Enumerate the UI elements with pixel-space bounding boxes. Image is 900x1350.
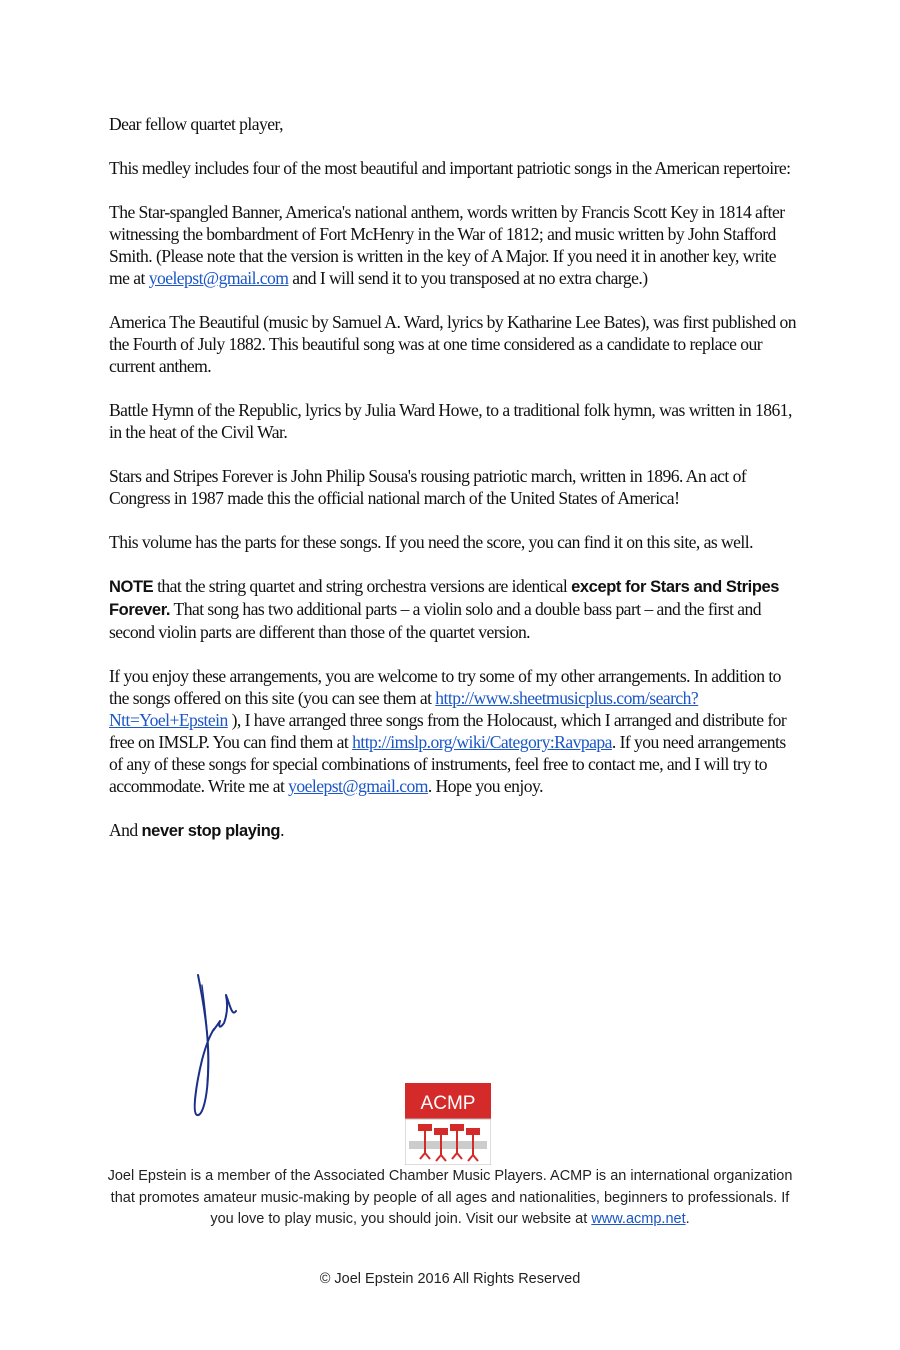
email-link-2[interactable]: yoelepst@gmail.com bbox=[288, 776, 428, 796]
note-bold-text: except for Stars and Stripes Forever. bbox=[109, 578, 780, 619]
acmp-logo bbox=[405, 1083, 491, 1165]
arrangements-paragraph bbox=[109, 665, 799, 797]
copyright: © Joel Epstein 2016 All Rights Reserved bbox=[319, 1271, 581, 1287]
acmp-footer bbox=[100, 1166, 800, 1231]
handwritten-signature bbox=[180, 965, 250, 1125]
arrangements-text-d: . Hope you enjoy. bbox=[427, 776, 543, 796]
footer-text: Joel Epstein is a member of the Associated Chamber Music Players. ACMP is an international organization that promotes amateur music-making by people of all ages and nationalities, beginners to professionals. If you love to play music, you should join. Visit our website at bbox=[107, 1168, 793, 1227]
arrangements-text-c: . If you need arrangements of any of these songs for special combinations of instruments, feel free to contact me, and I will try to accommodate. Write me at bbox=[109, 732, 786, 796]
footer-end: . bbox=[685, 1211, 690, 1227]
anthem-text-a: The Star-spangled Banner, America's national anthem, words written by Francis Scott Key in 1814 after witnessing the bombardment of Fort McHenry in the War of 1812; and music written by John Stafford Smith. (Please note that the version is written in the key of A Major. If you need it in another key, write me at bbox=[109, 202, 785, 288]
america-beautiful-paragraph: America The Beautiful (music by Samuel A. Ward, lyrics by Katharine Lee Bates), was first published on the Fourth of July 1882. This beautiful song was at one time considered as a candidate to replace our current anthem. bbox=[109, 312, 796, 376]
anthem-paragraph bbox=[109, 201, 799, 289]
imslp-link[interactable]: http://imslp.org/wiki/Category:Ravpapa bbox=[352, 732, 612, 752]
battle-hymn-paragraph: Battle Hymn of the Republic, lyrics by Julia Ward Howe, to a traditional folk hymn, was written in 1861, in the heat of the Civil War. bbox=[109, 400, 792, 442]
intro-paragraph: This medley includes four of the most beautiful and important patriotic songs in the American repertoire: bbox=[109, 158, 791, 178]
letter-body bbox=[109, 113, 799, 864]
closing-text-a: And bbox=[109, 820, 142, 840]
stars-stripes-paragraph: Stars and Stripes Forever is John Philip Sousa's rousing patriotic march, written in 1896. An act of Congress in 1987 made this the official national march of the United States of America! bbox=[109, 466, 747, 508]
sheetmusicplus-link[interactable]: http://www.sheetmusicplus.com/search?Ntt=Yoel+Epstein bbox=[109, 688, 699, 730]
logo-text: ACMP bbox=[420, 1093, 476, 1114]
acmp-website-link[interactable]: www.acmp.net bbox=[591, 1211, 686, 1227]
closing-bold: never stop playing bbox=[141, 822, 281, 840]
note-paragraph bbox=[109, 575, 799, 643]
note-text-a: that the string quartet and string orchestra versions are identical bbox=[153, 576, 572, 596]
email-link[interactable]: yoelepst@gmail.com bbox=[148, 268, 289, 288]
closing-text-b: . bbox=[280, 820, 284, 840]
arrangements-text-a: If you enjoy these arrangements, you are welcome to try some of my other arrangements. In addition to the songs offered on this site (you can see them at bbox=[109, 666, 781, 708]
volume-paragraph: This volume has the parts for these songs. If you need the score, you can find it on this site, as well. bbox=[109, 532, 753, 552]
note-label: NOTE bbox=[109, 578, 154, 596]
anthem-text-b: and I will send it to you transposed at no extra charge.) bbox=[288, 268, 648, 288]
closing-line bbox=[109, 819, 799, 842]
arrangements-text-b: ), I have arranged three songs from the Holocaust, which I arranged and distribute for free on IMSLP. You can find them at bbox=[109, 710, 787, 752]
greeting: Dear fellow quartet player, bbox=[109, 114, 283, 134]
note-text-b: That song has two additional parts – a violin solo and a double bass part – and the first and second violin parts are different than those of the quartet version. bbox=[109, 599, 762, 642]
